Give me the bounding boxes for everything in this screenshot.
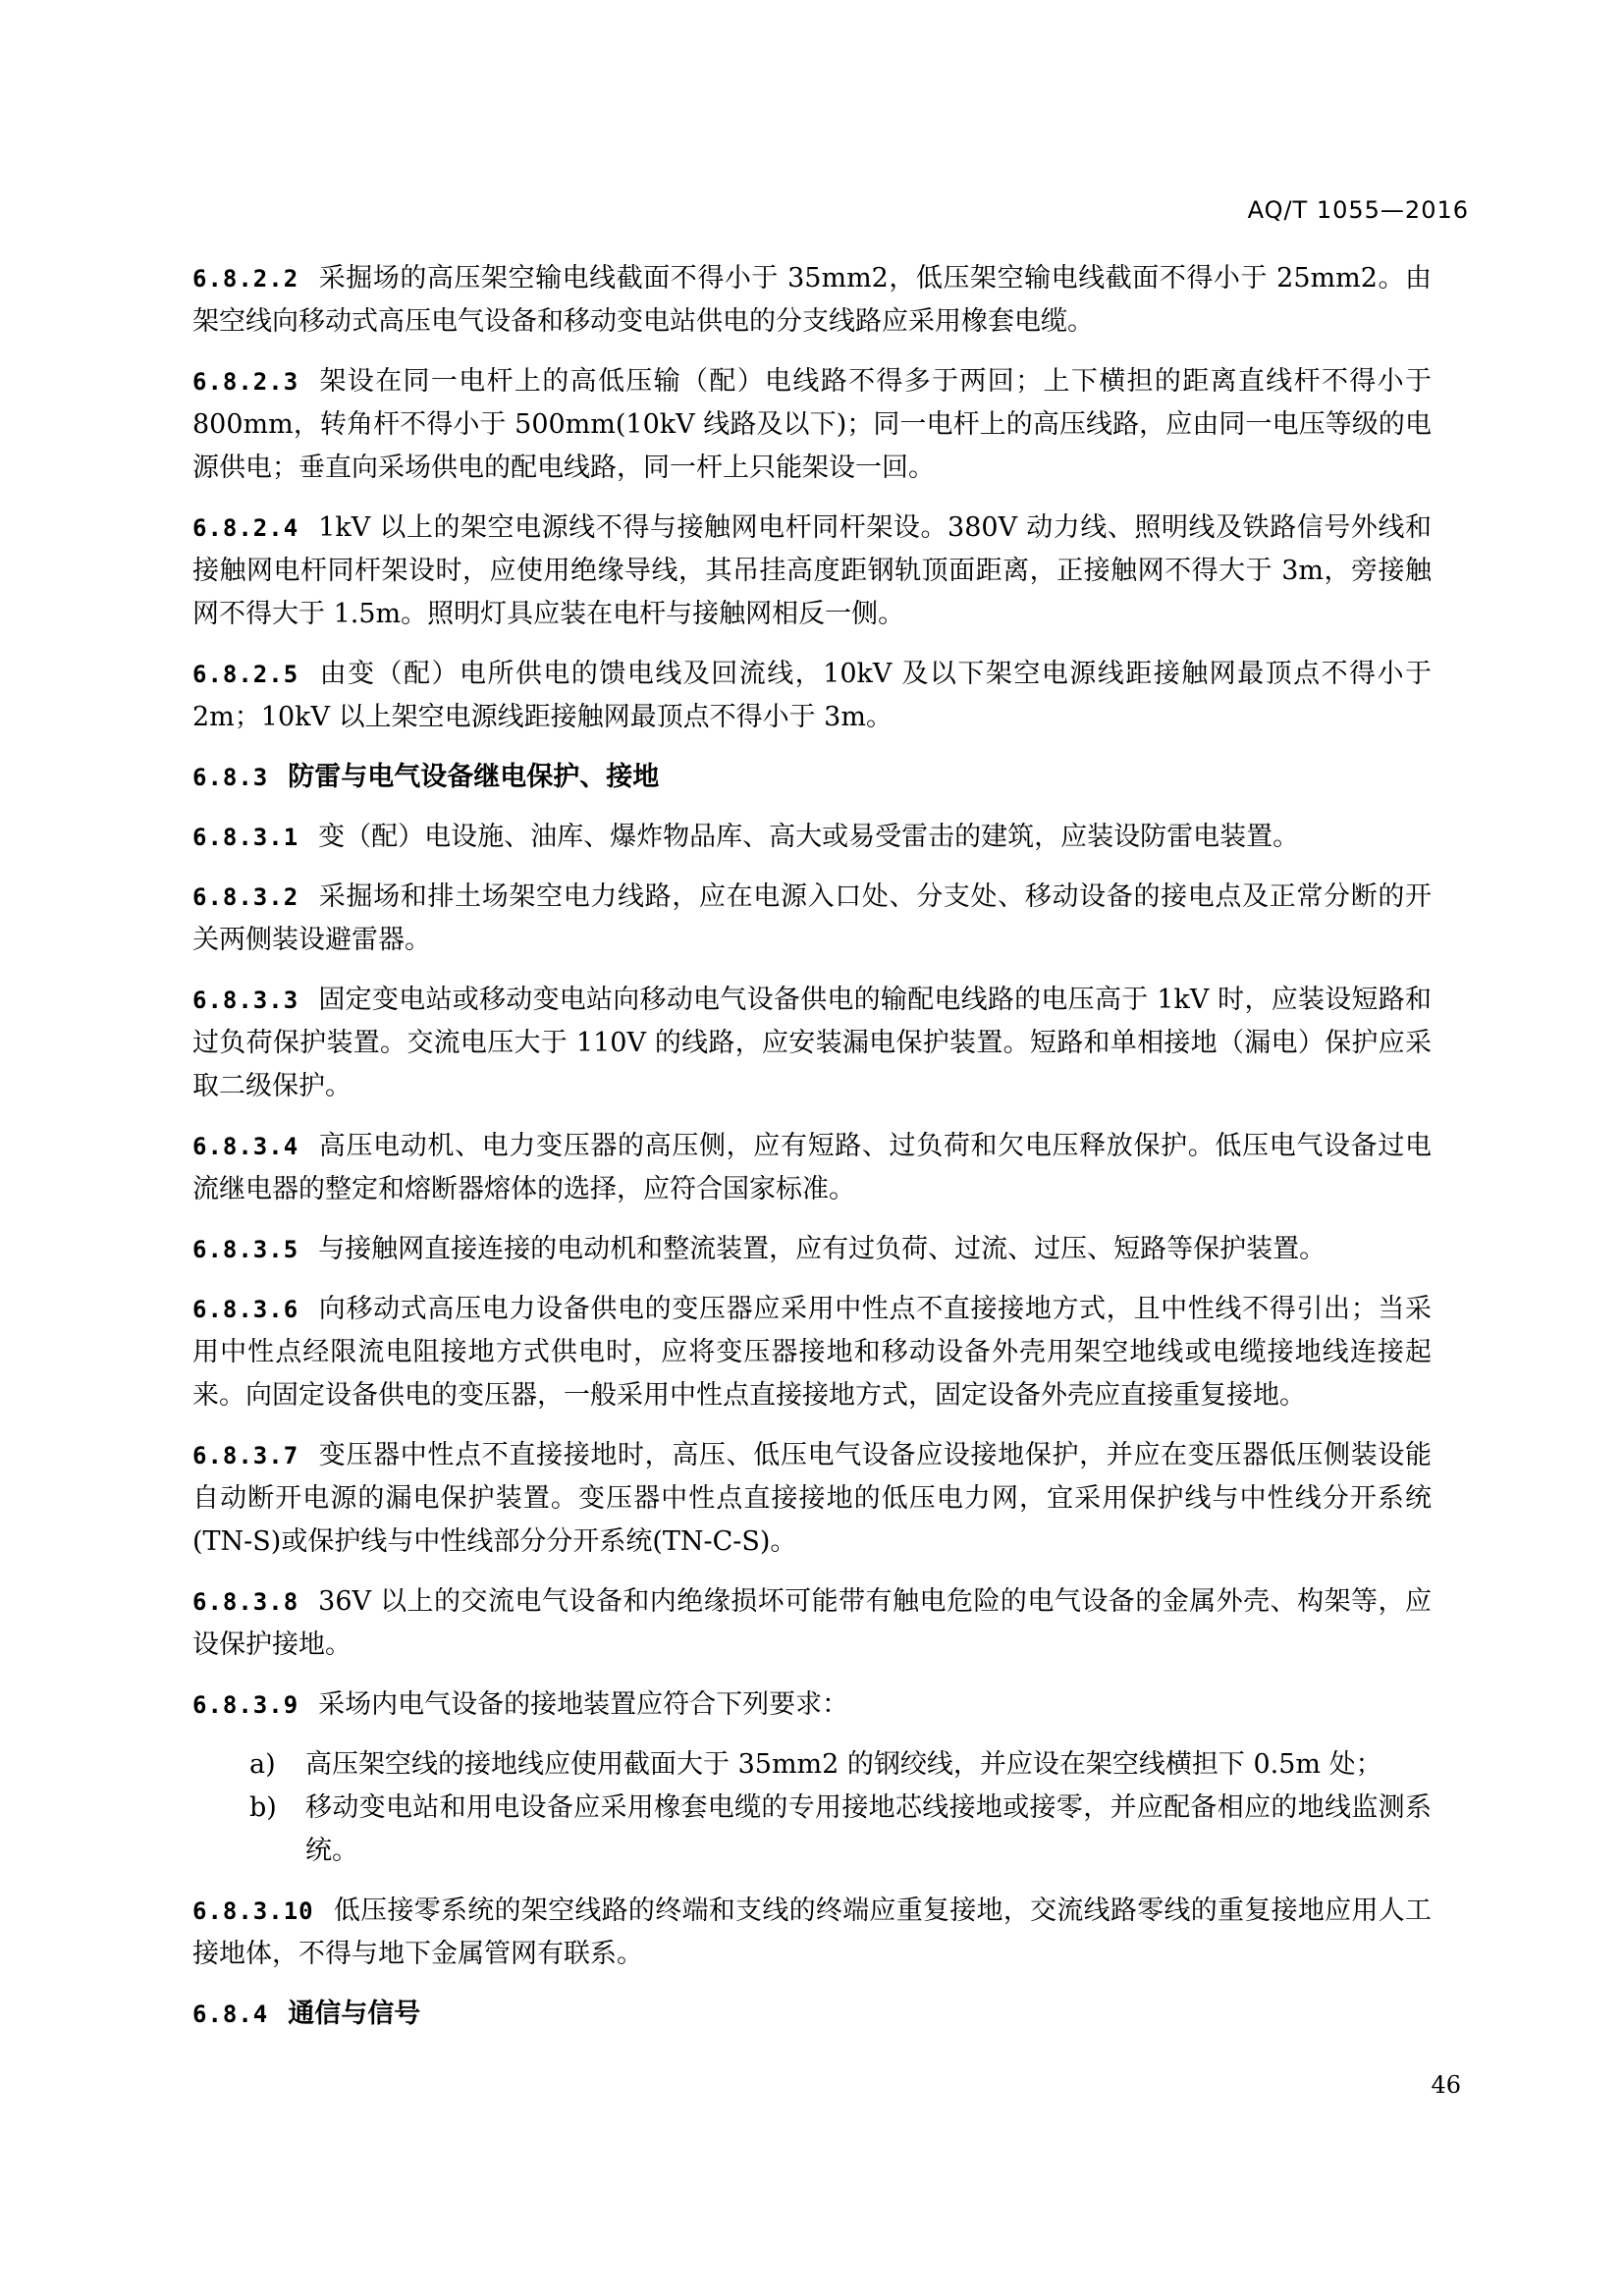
- clause-6-8-3-2: [192, 876, 1432, 962]
- clause-6-8-2-2: [192, 257, 1432, 344]
- clause-text: 采场内电气设备的接地装置应符合下列要求：: [318, 1689, 849, 1720]
- clause-number: 6.8.3.10: [192, 1897, 314, 1925]
- clause-text: 1kV 以上的架空电源线不得与接触网电杆同杆架设。380V 动力线、照明线及铁路信号外线和接触网电杆同杆架设时，应使用绝缘导线，其吊挂高度距钢轨顶面距离，正接触网不得大于 3m，旁接触网不得大于 1.5m。照明灯具应装在电杆与接触网相反一侧。: [192, 512, 1432, 629]
- clause-6-8-3-8: [192, 1580, 1432, 1667]
- clause-text: 与接触网直接连接的电动机和整流装置，应有过负荷、过流、过压、短路等保护装置。: [318, 1234, 1326, 1264]
- list-item-text: 高压架空线的接地线应使用截面大于 35mm2 的钢绞线，并应设在架空线横担下 0.5m 处；: [305, 1749, 1382, 1780]
- clause-number: 6.8.3.1: [192, 824, 299, 851]
- clause-text: 低压接零系统的架空线路的终端和支线的终端应重复接地，交流线路零线的重复接地应用人工接地体，不得与地下金属管网有联系。: [192, 1896, 1432, 1969]
- section-title: 通信与信号: [288, 1999, 421, 2029]
- clause-number: 6.8.3.7: [192, 1442, 299, 1469]
- clause-6-8-3-1: [192, 816, 1432, 859]
- clause-number: 6.8.2.2: [192, 265, 299, 293]
- clause-6-8-2-5: [192, 653, 1432, 739]
- list-marker: b): [249, 1792, 277, 1823]
- clause-number: 6.8.3.9: [192, 1691, 299, 1719]
- list-item: [192, 1743, 1432, 1787]
- clause-text: 向移动式高压电力设备供电的变压器应采用中性点不直接接地方式，且中性线不得引出；当采用中性点经限流电阻接地方式供电时，应将变压器接地和移动设备外壳用架空地线或电缆接地线连接起来。向固定设备供电的变压器，一般采用中性点直接接地方式，固定设备外壳应直接重复接地。: [192, 1294, 1432, 1411]
- list-item: [192, 1787, 1432, 1873]
- list-marker: a): [249, 1749, 276, 1780]
- clause-text: 变压器中性点不直接接地时，高压、低压电气设备应设接地保护，并应在变压器低压侧装设能自动断开电源的漏电保护装置。变压器中性点直接接地的低压电力网，宜采用保护线与中性线分开系统(TN-S)或保护线与中性线部分分开系统(TN-C-S)。: [192, 1440, 1432, 1557]
- clause-number: 6.8.3.2: [192, 883, 299, 911]
- document-code: AQ/T 1055—2016: [1247, 196, 1469, 224]
- clause-text: 36V 以上的交流电气设备和内绝缘损坏可能带有触电危险的电气设备的金属外壳、构架等，应设保护接地。: [192, 1586, 1432, 1660]
- section-number: 6.8.4: [192, 2001, 269, 2028]
- page-number: 46: [1431, 2071, 1461, 2099]
- clause-6-8-3-10: [192, 1890, 1432, 1976]
- clause-6-8-3-9: [192, 1683, 1432, 1727]
- clause-6-8-3-3: [192, 979, 1432, 1108]
- clause-text: 采掘场和排土场架空电力线路，应在电源入口处、分支处、移动设备的接电点及正常分断的开关两侧装设避雷器。: [192, 881, 1432, 955]
- clause-text: 架设在同一电杆上的高低压输（配）电线路不得多于两回；上下横担的距离直线杆不得小于 800mm，转角杆不得小于 500mm(10kV 线路及以下)；同一电杆上的高压线路，应由同一电压等级的电源供电；垂直向采场供电的配电线路，同一杆上只能架设一回。: [192, 366, 1432, 483]
- clause-6-8-3-5: [192, 1228, 1432, 1271]
- clause-6-8-3-4: [192, 1125, 1432, 1211]
- clause-number: 6.8.3.6: [192, 1296, 299, 1323]
- section-heading-6-8-3: [192, 756, 1432, 799]
- clause-text: 变（配）电设施、油库、爆炸物品库、高大或易受雷击的建筑，应装设防雷电装置。: [318, 822, 1300, 852]
- clause-number: 6.8.2.3: [192, 368, 299, 396]
- list-item-text: 移动变电站和用电设备应采用橡套电缆的专用接地芯线接地或接零，并应配备相应的地线监测系统。: [305, 1792, 1432, 1866]
- clause-6-8-2-4: [192, 507, 1432, 636]
- clause-text: 由变（配）电所供电的馈电线及回流线，10kV 及以下架空电源线距接触网最顶点不得小于 2m；10kV 以上架空电源线距接触网最顶点不得小于 3m。: [192, 659, 1432, 732]
- section-number: 6.8.3: [192, 764, 269, 791]
- requirement-list: [192, 1743, 1432, 1873]
- clause-number: 6.8.3.8: [192, 1588, 299, 1616]
- clause-6-8-2-3: [192, 360, 1432, 490]
- clause-number: 6.8.2.4: [192, 514, 299, 542]
- clause-number: 6.8.3.5: [192, 1236, 299, 1263]
- clause-number: 6.8.2.5: [192, 661, 299, 688]
- clause-number: 6.8.3.3: [192, 987, 299, 1014]
- section-title: 防雷与电气设备继电保护、接地: [288, 762, 660, 792]
- clause-text: 采掘场的高压架空输电线截面不得小于 35mm2，低压架空输电线截面不得小于 25mm2。由架空线向移动式高压电气设备和移动变电站供电的分支线路应采用橡套电缆。: [192, 263, 1432, 337]
- document-body: [192, 257, 1432, 2053]
- clause-6-8-3-6: [192, 1288, 1432, 1417]
- clause-number: 6.8.3.4: [192, 1133, 299, 1160]
- clause-text: 固定变电站或移动变电站向移动电气设备供电的输配电线路的电压高于 1kV 时，应装设短路和过负荷保护装置。交流电压大于 110V 的线路，应安装漏电保护装置。短路和单相接地（漏电）保护应采取二级保护。: [192, 985, 1432, 1101]
- section-heading-6-8-4: [192, 1993, 1432, 2036]
- clause-text: 高压电动机、电力变压器的高压侧，应有短路、过负荷和欠电压释放保护。低压电气设备过电流继电器的整定和熔断器熔体的选择，应符合国家标准。: [192, 1131, 1432, 1204]
- clause-6-8-3-7: [192, 1434, 1432, 1564]
